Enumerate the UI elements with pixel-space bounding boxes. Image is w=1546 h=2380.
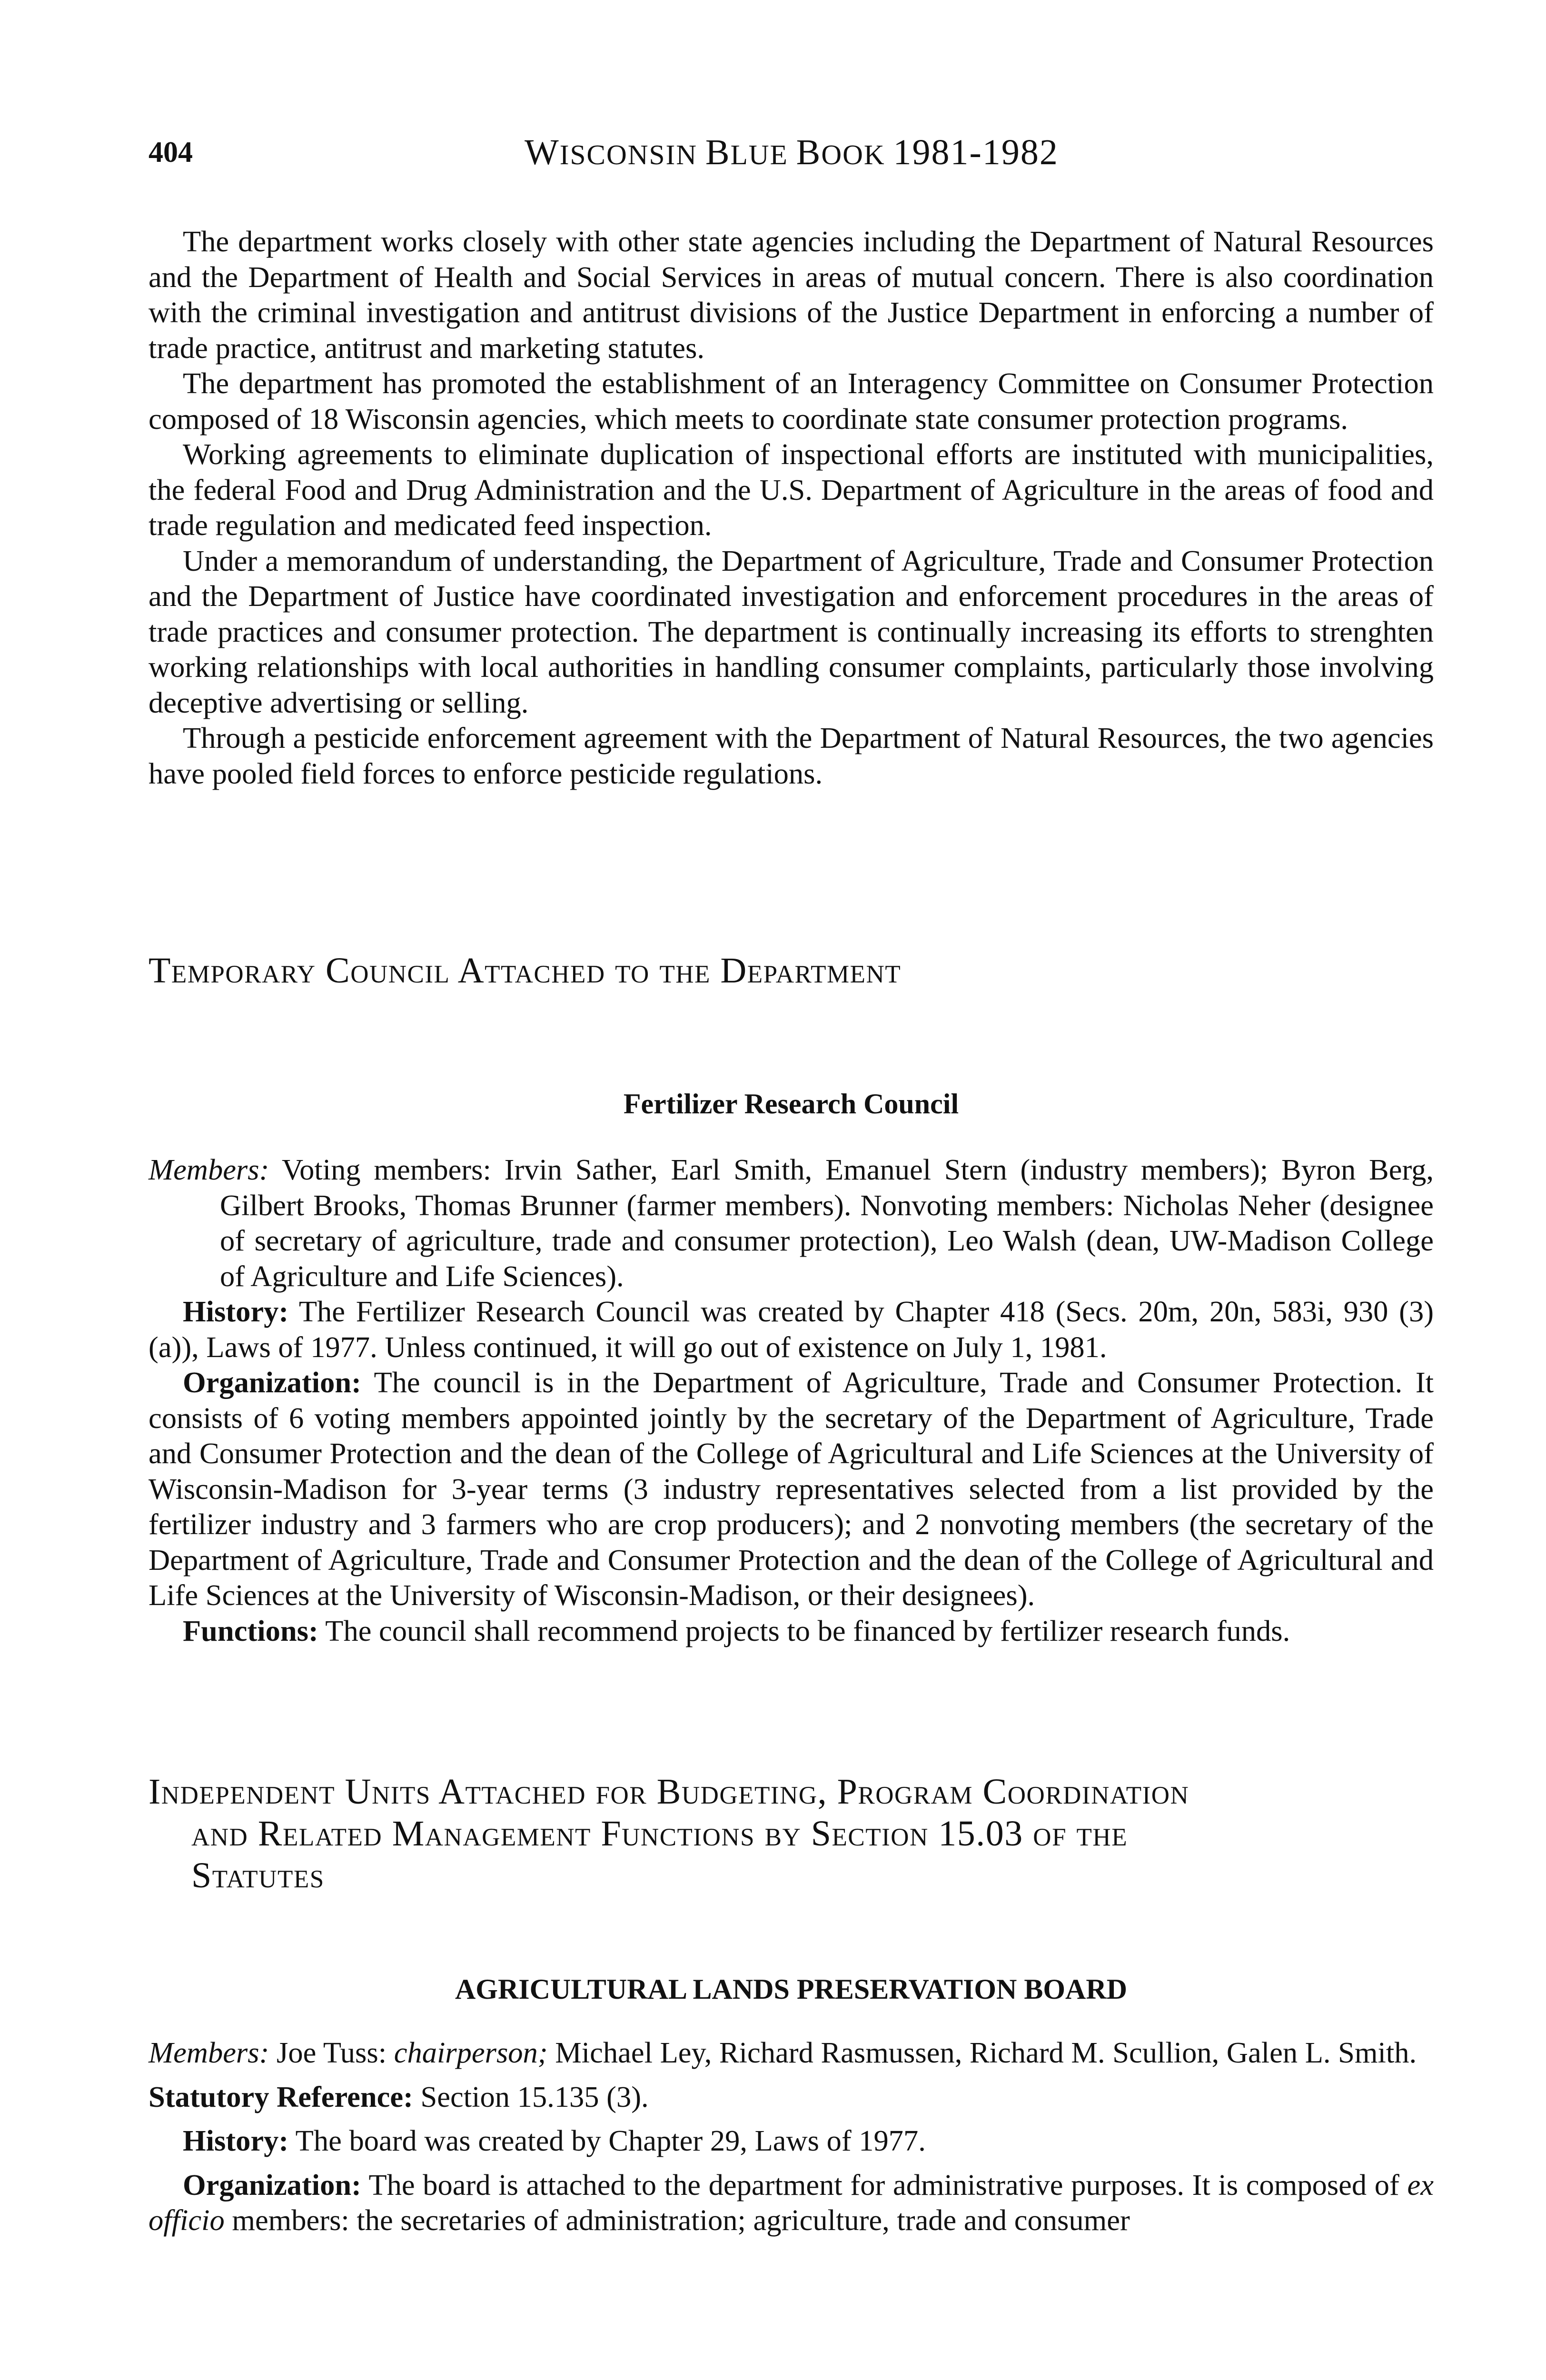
organization-label: Organization: [183, 2168, 361, 2202]
members-rest: Michael Ley, Richard Rasmussen, Richard M. Scullion, Galen L. Smith. [555, 2036, 1417, 2069]
intro-paragraph-4: Under a memorandum of understanding, the Department of Agriculture, Trade and Consumer Protection and the Department of Justice have coordinated investigation and enforcement procedures in the areas of trade practices and consumer protection. The department is continually increasing its efforts to strenghten working relationships with local authorities in handling consumer complaints, particularly those involving deceptive advertising or selling. [149, 544, 1434, 719]
intro-paragraph-1: The department works closely with other state agencies including the Department of Natural Resources and the Department of Health and Social Services in areas of mutual concern. There is also coordination with the criminal investigation and antitrust divisions of the Justice Department in enforcing a number of trade practice, antitrust and marketing statutes. [149, 225, 1434, 365]
members-label: Members: [149, 1153, 269, 1186]
aglands-organization [149, 2167, 1434, 2238]
statutory-text: Section 15.135 (3). [420, 2080, 649, 2113]
running-head [149, 132, 1434, 188]
aglands-statutory-reference [149, 2079, 1434, 2115]
fertilizer-council-title: Fertilizer Research Council [623, 1088, 959, 1120]
aglands-board-section [149, 2035, 1434, 2238]
intro-paragraph-5: Through a pesticide enforcement agreement with the Department of Natural Resources, the two agencies have pooled field forces to enforce pesticide regulations. [149, 721, 1434, 790]
statutory-label: Statutory Reference: [149, 2080, 413, 2113]
section-heading-independent-units [149, 1771, 1434, 1896]
fertilizer-history [149, 1294, 1434, 1365]
history-label: History: [183, 2124, 289, 2157]
aglands-board-title: AGRICULTURAL LANDS PRESERVATION BOARD [455, 1973, 1128, 2005]
running-title: WISCONSIN BLUE BOOK 1981-1982 [525, 132, 1059, 172]
organization-text-b: members: the secretaries of administration; agriculture, trade and consumer [232, 2203, 1130, 2237]
fertilizer-members [149, 1152, 1434, 1294]
fertilizer-functions [149, 1613, 1434, 1649]
intro-paragraph-2: The department has promoted the establishment of an Interagency Committee on Consumer Protection composed of 18 Wisconsin agencies, which meets to coordinate state consumer protection programs. [149, 367, 1434, 436]
section-heading-temporary-council: Temporary Council Attached to the Department [149, 951, 902, 991]
fertilizer-council-section [149, 1152, 1434, 1648]
aglands-history [149, 2123, 1434, 2159]
organization-label: Organization: [183, 1366, 361, 1399]
page-number: 404 [149, 136, 193, 169]
section-heading-line-3: Statutes [191, 1855, 325, 1895]
functions-text: The council shall recommend projects to be financed by fertilizer research funds. [325, 1614, 1290, 1647]
intro-section [149, 224, 1434, 791]
history-text: The Fertilizer Research Council was created by Chapter 418 (Secs. 20m, 20n, 583i, 930 (3) (a)), Laws of 1977. Unless continued, it will go out of existence on July 1, 1981. [149, 1295, 1434, 1364]
history-text: The board was created by Chapter 29, Laws of 1977. [295, 2124, 926, 2157]
aglands-members [149, 2035, 1434, 2071]
history-label: History: [183, 1295, 289, 1328]
section-heading-line-1: Independent Units Attached for Budgeting, Program Coordination [149, 1772, 1189, 1812]
intro-paragraph-3: Working agreements to eliminate duplication of inspectional efforts are instituted with municipalities, the federal Food and Drug Administration and the U.S. Department of Agriculture in the areas of food and trade regulation and medicated feed inspection. [149, 437, 1434, 542]
members-chair-role: chairperson; [394, 2036, 548, 2069]
organization-text-a: The board is attached to the department for administrative purposes. It is composed of [368, 2168, 1399, 2202]
section-heading-line-2: and Related Management Functions by Section 15.03 of the [191, 1814, 1128, 1854]
ex-officio: ex officio [149, 2168, 1434, 2237]
organization-text: The council is in the Department of Agriculture, Trade and Consumer Protection. It consists of 6 voting members appointed jointly by the secretary of the Department of Agriculture, Trade and Consumer Protection and the dean of the College of Agricultural and Life Sciences at the University of Wisconsin-Madison for 3-year terms (3 industry representatives selected from a list provided by the fertilizer industry and 3 farmers who are crop producers); and 2 nonvoting members (the secretary of the Department of Agriculture, Trade and Consumer Protection and the dean of the College of Agricultural and Life Sciences at the University of Wisconsin-Madison, or their designees). [149, 1366, 1434, 1612]
members-chair: Joe Tuss: [277, 2036, 387, 2069]
members-text: Voting members: Irvin Sather, Earl Smith, Emanuel Stern (industry members); Byron Berg, Gilbert Brooks, Thomas Brunner (farmer members). Nonvoting members: Nicholas Neher (designee of secretary of agriculture, trade and consumer protection), Leo Walsh (dean, UW-Madison College of Agriculture and Life Sciences). [220, 1153, 1434, 1293]
fertilizer-organization [149, 1365, 1434, 1613]
members-label: Members: [149, 2036, 269, 2069]
functions-label: Functions: [183, 1614, 318, 1647]
